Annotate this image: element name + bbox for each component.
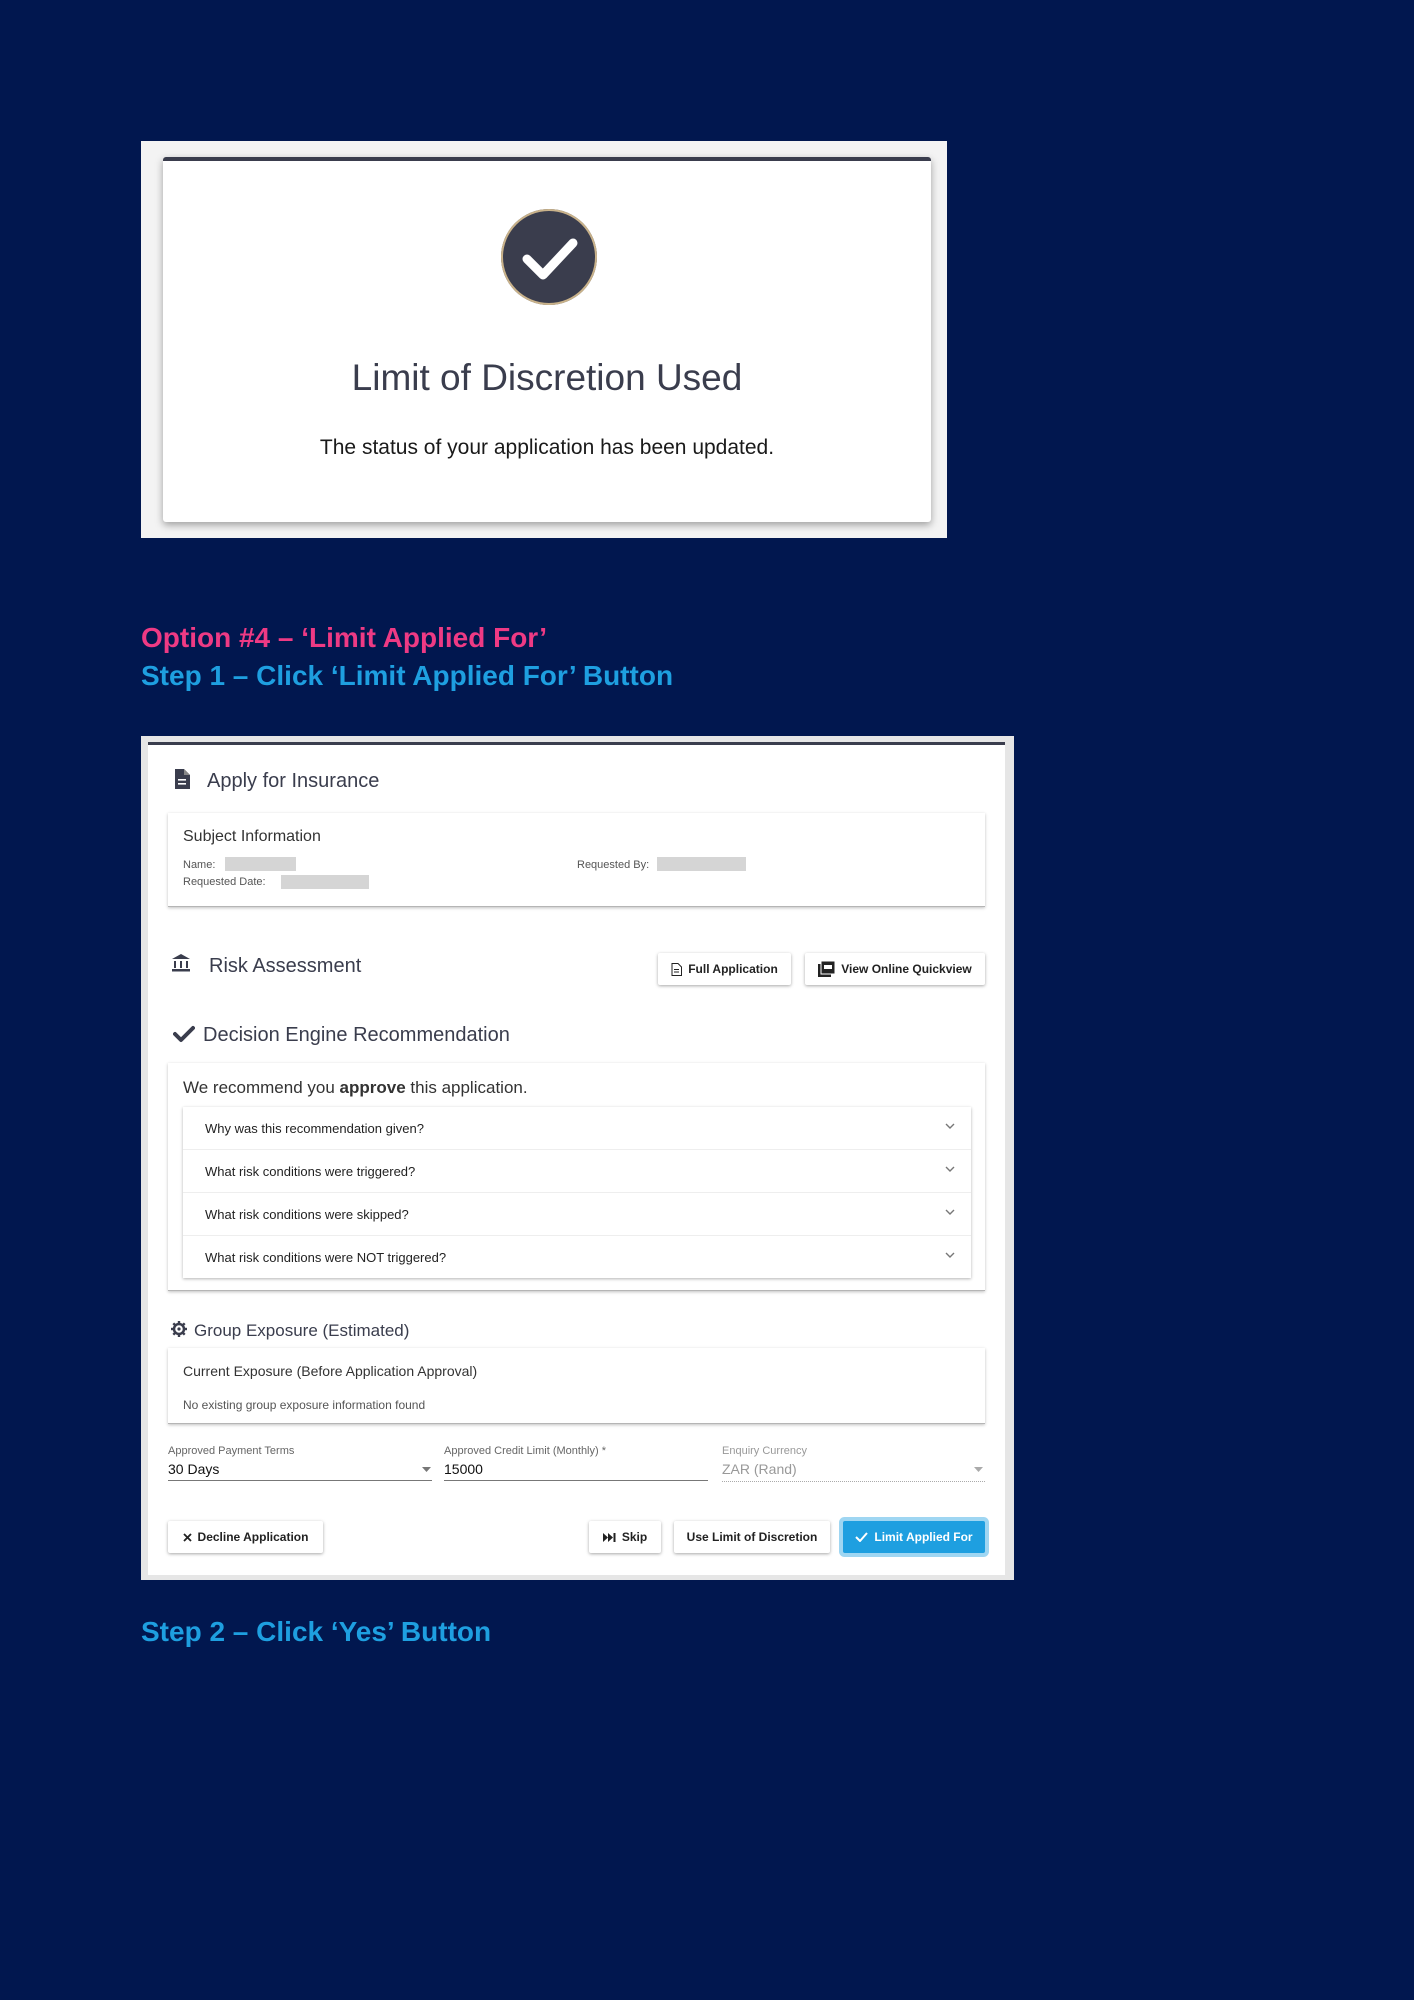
accordion-question: Why was this recommendation given? — [205, 1121, 424, 1136]
recommendation-prefix: We recommend you — [183, 1078, 340, 1097]
check-circle-icon — [501, 209, 597, 305]
dropdown-arrow-icon — [974, 1467, 983, 1473]
use-limit-of-discretion-label: Use Limit of Discretion — [686, 1530, 818, 1544]
accordion-row-why[interactable] — [183, 1107, 971, 1150]
application-form-screenshot — [141, 736, 1014, 1580]
requested-date-label: Requested Date: — [183, 876, 266, 888]
accordion-row-not-triggered[interactable] — [183, 1236, 971, 1278]
group-exposure-card — [168, 1348, 985, 1424]
step2-heading: Step 2 – Click ‘Yes’ Button — [141, 1616, 492, 1647]
decline-application-button[interactable] — [168, 1521, 323, 1553]
payment-terms-select[interactable]: 30 Days — [168, 1461, 220, 1477]
bank-icon — [172, 954, 190, 972]
gear-icon — [171, 1321, 187, 1337]
recommendation-text — [183, 1078, 528, 1098]
chevron-down-icon — [945, 1208, 955, 1216]
decision-card — [168, 1063, 985, 1291]
document-icon — [174, 769, 190, 789]
accordion-row-triggered[interactable] — [183, 1150, 971, 1193]
credit-limit-label: Approved Credit Limit (Monthly) * — [444, 1445, 607, 1457]
skip-label: Skip — [621, 1530, 648, 1544]
recommendation-accordion — [183, 1107, 971, 1278]
skip-button[interactable] — [589, 1521, 661, 1553]
accordion-question: What risk conditions were NOT triggered? — [205, 1250, 447, 1265]
use-limit-of-discretion-button[interactable] — [674, 1521, 830, 1553]
decision-engine-title: Decision Engine Recommendation — [203, 1024, 510, 1046]
success-dialog-screenshot — [141, 141, 947, 538]
full-application-label: Full Application — [688, 962, 778, 976]
credit-limit-input[interactable]: 15000 — [444, 1461, 483, 1477]
requested-by-label: Requested By: — [577, 859, 650, 871]
accordion-row-skipped[interactable] — [183, 1193, 971, 1236]
decline-application-label: Decline Application — [197, 1530, 309, 1544]
dialog-title: Limit of Discretion Used — [351, 357, 743, 398]
payment-terms-underline — [168, 1480, 432, 1481]
name-label: Name: — [183, 859, 216, 871]
credit-limit-underline — [444, 1480, 708, 1481]
limit-applied-for-button[interactable] — [843, 1521, 985, 1553]
checkmark-icon — [173, 1025, 195, 1043]
checkmark-icon — [855, 1532, 868, 1542]
currency-underline — [722, 1480, 985, 1482]
subject-info-card — [168, 813, 985, 907]
requested-by-redacted — [657, 857, 746, 871]
requested-date-redacted — [281, 875, 369, 889]
pdf-stack-icon — [818, 961, 835, 977]
recommendation-suffix: this application. — [405, 1078, 528, 1097]
dropdown-arrow-icon[interactable] — [422, 1467, 431, 1473]
group-exposure-title: Group Exposure (Estimated) — [194, 1321, 410, 1340]
currency-select: ZAR (Rand) — [722, 1461, 797, 1477]
payment-terms-label: Approved Payment Terms — [168, 1445, 295, 1457]
chevron-down-icon — [945, 1122, 955, 1130]
accordion-question: What risk conditions were triggered? — [205, 1164, 416, 1179]
accordion-question: What risk conditions were skipped? — [205, 1207, 409, 1222]
step1-heading: Step 1 – Click ‘Limit Applied For’ Button — [141, 660, 674, 691]
pdf-file-icon — [671, 963, 682, 976]
limit-applied-for-label: Limit Applied For — [874, 1530, 973, 1544]
full-application-button[interactable] — [658, 953, 791, 985]
subject-info-title: Subject Information — [183, 828, 321, 845]
group-exposure-subtitle: Current Exposure (Before Application Approval) — [183, 1363, 478, 1379]
name-redacted — [225, 857, 296, 871]
success-dialog — [163, 157, 931, 522]
risk-assessment-title: Risk Assessment — [209, 955, 362, 977]
view-quickview-button[interactable] — [805, 953, 985, 985]
option-heading: Option #4 – ‘Limit Applied For’ — [141, 622, 548, 653]
close-icon — [183, 1533, 192, 1542]
view-quickview-label: View Online Quickview — [841, 962, 972, 976]
dialog-message: The status of your application has been updated. — [319, 436, 775, 459]
skip-forward-icon — [603, 1533, 616, 1542]
application-panel — [148, 742, 1005, 1575]
chevron-down-icon — [945, 1251, 955, 1259]
recommendation-verdict: approve — [339, 1078, 406, 1097]
currency-label: Enquiry Currency — [722, 1445, 807, 1457]
chevron-down-icon — [945, 1165, 955, 1173]
group-exposure-empty: No existing group exposure information found — [183, 1398, 426, 1412]
page-title: Apply for Insurance — [207, 770, 380, 792]
